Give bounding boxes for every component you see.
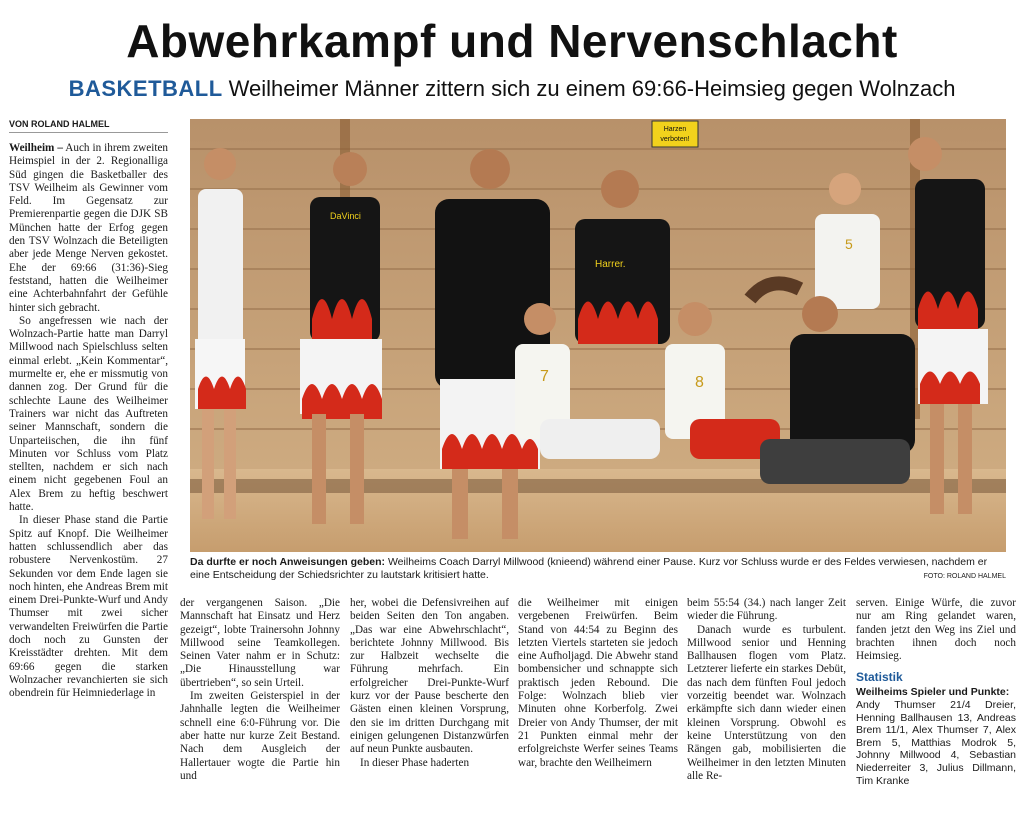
article-paragraph: Danach wurde es turbulent. Millwood senior und Henning Ballhausen flogen vom Platz. Letzterer lieferte ein starkes Debüt, das nach dem fünften Foul jedoch vorzeitig beendet war. Wolnzach erkämpfte sich dann wieder einen kleinen Vorsprung. Obwohl es keine Unterstützung von den Rängen gab, mobilisierten die Weilheimer in den letzten Minuten alle Re-	[687, 623, 846, 782]
article-paragraph: beim 55:54 (34.) nach langer Zeit wieder die Führung.	[687, 597, 846, 623]
jersey-sponsor-2: Harrer.	[595, 259, 626, 270]
jersey-number-1: 7	[540, 368, 549, 385]
team-huddle-photo	[190, 119, 1006, 552]
article-column-5	[687, 597, 846, 783]
jersey-number-2: 8	[695, 374, 704, 391]
sign-text-1: Harzen	[663, 126, 687, 133]
article-paragraph: die Weilheimer mit einigen vergebenen Freiwürfen. Beim Stand von 44:54 zu Beginn des letzten Viertels starteten sie jedoch eine Aufholjagd. Die Abwehr stand bombensicher und schnappte sich praktisch jeden Rebound. Die Folge: Wolnzach blieb vier Minuten ohne Korberfolg. Zwei Dreier von Andy Thumser, der mit 21 Punkten einmal mehr der erfolgreichste Werfer seines Teams war, brachte den Weilheimern	[518, 597, 678, 769]
statistik-body: Andy Thumser 21/4 Dreier, Henning Ballhausen 13, Andreas Brem 11/1, Alex Thumser 7, Alex Brem 5, Matthias Modrok 5, Johnny Millwood 4, Sebastian Niederreiter 3, Julius Dillmann, Tim Kranke	[856, 699, 1016, 787]
dateline: Weilheim –	[9, 142, 63, 154]
article-paragraph: In dieser Phase stand die Partie Spitz auf Knopf. Die Weilheimer hatten schlussendlich aber das robustere Nervenkostüm. 27 Sekunden vor dem Ende lagen sie noch hinten, ehe Andreas Brem mit einem Drei-Punkte-Wurf und Andy Thumser mit zwei sicher verwandelten Freiwürfen die Partie doch noch zu Gunsten der Kreisstädter drehten. Mit dem 69:66 gegen die starken Wolnzacher revanchierten sie sich obendrein für Heimniederlage in	[9, 514, 168, 700]
article-column-6	[856, 597, 1016, 787]
article-column-4	[518, 597, 678, 770]
headline: Abwehrkampf und Nervenschlacht	[126, 15, 898, 67]
article-column-2	[180, 597, 340, 783]
article-column-1	[9, 142, 168, 700]
photo-caption	[190, 556, 1006, 582]
jersey-sponsor-1: DaVinci	[330, 211, 361, 221]
article-paragraph: serven. Einige Würfe, die zuvor nur am Ring gelandet waren, fanden jetzt den Weg ins Ziel und brachten ihnen doch noch Heimsieg.	[856, 597, 1016, 663]
statistik-subtitle: Weilheims Spieler und Punkte:	[856, 685, 1010, 698]
article-paragraph: So angefressen wie nach der Wolnzach-Partie hatte man Darryl Millwood nach Spielschluss selten einmal erlebt. „Kein Kommentar“, murmelte er, ehe er missmutig von dannen zog. Der Grund für die schlechte Laune des Weilheimer Trainers war nicht das Auftreten seiner Mannschaft, sondern die Unparteiischen, die ihn fünf Minuten vor Schluss vom Platz stellten, nachdem er sich nach einem nicht gegebenen Foul an Alex Brem zu heftig beschwert hatte.	[9, 314, 168, 514]
caption-text: Weilheims Coach Darryl Millwood (knieend) während einer Pause. Kurz vor Schluss wurde er des Feldes verwiesen, nachdem er eine Entscheidung der Schiedsrichter zu lautstark kritisiert hatte.	[190, 556, 988, 581]
subline-text: Weilheimer Männer zittern sich zu einem 69:66-Heimsieg gegen Wolnzach	[228, 76, 956, 101]
statistik-box	[856, 671, 1016, 787]
article-paragraph: der vergangenen Saison. „Die Mannschaft hat Einsatz und Herz gezeigt“, lobte Trainersohn Johnny Millwood seine Teamkollegen. Seinen Vater nahm er in Schutz: „Die Hinausstellung war übertrieben“, so sein Urteil.	[180, 597, 340, 689]
statistik-title: Statistik	[856, 670, 903, 685]
photo-illustration	[190, 119, 1006, 552]
article-paragraph: Weilheim – Auch in ihrem zweiten Heimspiel in der 2. Regionalliga Süd gingen die Basketballer des TSV Weilheim als Gewinner vom Feld. Im Gegensatz zur Premierenpartie gegen die DJK SB München hatte der Erfog gegen den TSV Wolnzach die Beteiligten aber jede Menge Nerven gekostet. Ehe der 69:66 (31:36)-Sieg feststand, hatten die Weilheimer eine Achterbahnfahrt der Gefühle hinter sich gebracht.	[9, 142, 168, 314]
byline: VON ROLAND HALMEL	[9, 119, 168, 133]
article-paragraph: Im zweiten Geisterspiel in der Jahnhalle legten die Weilheimer schnell eine 6:0-Führung vor. Die aber hatte nur kurze Zeit Bestand. Nach dem Ausgleich der Hallertauer wogte die Partie hin und	[180, 690, 340, 782]
article-paragraph: her, wobei die Defensivreihen auf beiden Seiten den Ton angaben. „Das war eine Abwehrschlacht“, berichtete Johnny Millwood. Bis zur Halbzeit wechselte die Führung mehrfach. Ein erfolgreicher Drei-Punkte-Wurf kurz vor der Pause bescherte den Gästen einen kleinen Vorsprung, den sie im dritten Durchgang mit einigen gelungenen Distanzwürfen auf neun Punkte ausbauten.	[350, 597, 509, 756]
article-paragraph: In dieser Phase haderten	[360, 756, 470, 769]
subline	[0, 76, 1024, 102]
article-column-3	[350, 597, 509, 770]
caption-lead: Da durfte er noch Anweisungen geben:	[190, 556, 386, 568]
section-kicker: BASKETBALL	[68, 76, 223, 101]
sign-text-2: verboten!	[660, 136, 690, 143]
photo-credit: FOTO: ROLAND HALMEL	[923, 573, 1006, 580]
jersey-number-3: 5	[845, 236, 853, 252]
